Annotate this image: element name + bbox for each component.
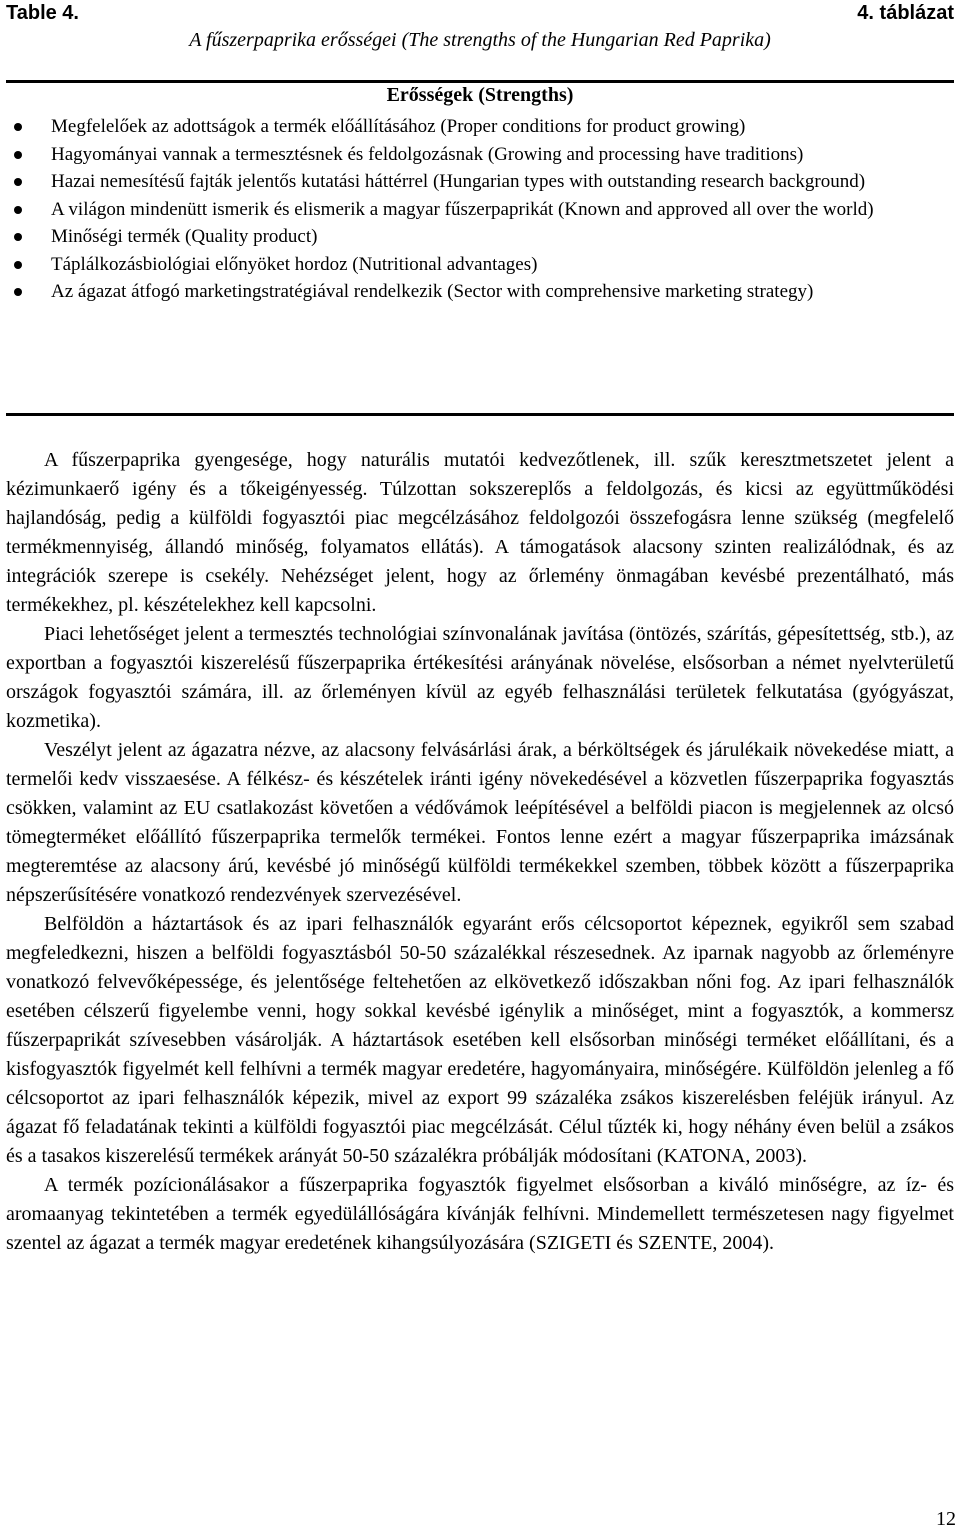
bullet-icon: [14, 151, 22, 159]
list-item: [6, 251, 954, 279]
list-item: [6, 223, 954, 251]
table-label-english: Table 4.: [6, 2, 79, 24]
table-caption: [6, 2, 954, 51]
bullet-icon: [14, 206, 22, 214]
paragraph-target-groups: Belföldön a háztartások és az ipari felhasználók egyaránt erős célcsoportot képeznek, egyikről sem szabad megfeledkezni, hiszen a belföldi fogyasztásból 50-50 százalékkal részesednek. Az iparnak nagyobb az őrleményre vonatkozó felvevőképessége, és jelentősége feltehetően az elkövetkező időszakban nőni fog. Az ipari felhasználók esetében célszerű figyelembe venni, hogy sokkal kevésbé igénylik a minőséget, mint a fogyasztók, a kommersz fűszerpaprikát szívesebben vásárolják. A háztartások esetében kell elsősorban minőségi terméket előállítani, és a kisfogyasztók figyelmét kell felhívni a termék magyar eredetére, hagyományaira, minőségére. Külföldön jelenleg a fő célcsoportot az ipari felhasználók képezik, mivel az export 99 százaléka zsákos kiszerelésben feléjük irányul. Az ágazat fő feladatának tekinti a külföldi fogyasztói piac megcélzását. Célul tűzték ki, hogy néhány éven belül a zsákos és a tasakos kiszerelésű termékek arányát 50-50 százalékra próbálják módosítani (KATONA, 2003).: [6, 913, 954, 1167]
page-number: 12: [936, 1508, 956, 1530]
bullet-icon: [14, 178, 22, 186]
list-item-text: Táplálkozásbiológiai előnyöket hordoz (Nutritional advantages): [51, 253, 538, 275]
list-item-text: Hazai nemesítésű fajták jelentős kutatási háttérrel (Hungarian types with outstanding research background): [51, 171, 866, 192]
paragraph-threats: Veszélyt jelent az ágazatra nézve, az alacsony felvásárlási árak, a bérköltségek és járulékaik növekedése miatt, a termelői kedv visszaesése. A félkész- és készételek iránti igény növekedésével a közvetlen fűszerpaprika fogyasztás csökken, valamint az EU csatlakozást követően a védővámok leépítésével a belföldi piacon is megjelennek az olcsó tömegterméket előállító fűszerpaprika termelők termékei. Fontos lenne ezért a magyar fűszerpaprika imázsának megteremtése az alacsony árú, kevésbé jó minőségű külföldi termékekkel szemben, többek között a fűszerpaprika népszerűsítésére vonatkozó rendezvények szervezésével.: [6, 739, 954, 906]
list-item-text: Megfelelőek az adottságok a termék előállításához (Proper conditions for product growing): [51, 116, 746, 137]
table-subtitle: A fűszerpaprika erősségei (The strengths of the Hungarian Red Paprika): [189, 29, 771, 51]
table-label-hungarian: 4. táblázat: [857, 2, 954, 24]
list-item: [6, 196, 954, 224]
list-item: [6, 113, 954, 141]
bullet-icon: [14, 261, 22, 269]
bullet-icon: [14, 288, 22, 296]
strengths-heading: Erősségek (Strengths): [386, 84, 574, 106]
bullet-icon: [14, 123, 22, 131]
strengths-list: [6, 113, 954, 306]
paragraph-positioning: A termék pozícionálásakor a fűszerpaprika fogyasztók figyelmet elsősorban a kiváló minőségre, az íz- és aromaanyag tekintetében a termék egyedülállóságára kívánják felhívni. Mindemellett természetesen nagy figyelmet szentel az ágazat a termék magyar eredetének kihangsúlyozására (SZIGETI és SZENTE, 2004).: [6, 1174, 954, 1254]
paragraph-opportunities: Piaci lehetőséget jelent a termesztés technológiai színvonalának javítása (öntözés, szárítás, gépesítettség, stb.), az exportban a fogyasztói kiszerelésű fűszerpaprika értékesítési arányának növelése, elsősorban a német nyelvterületű országok fogyasztói számára, ill. az őrleményen kívül az egyéb felhasználási területek felkutatása (gyógyászat, kozmetika).: [6, 623, 954, 732]
list-item-text: A világon mindenütt ismerik és elismerik a magyar fűszerpaprikát (Known and approved all over the world): [51, 198, 874, 220]
list-item-text: Az ágazat átfogó marketingstratégiával rendelkezik (Sector with comprehensive marketing strategy): [51, 281, 814, 302]
list-item-text: Minőségi termék (Quality product): [51, 226, 318, 247]
list-item: [6, 168, 954, 196]
list-item: [6, 141, 954, 169]
list-item-text: Hagyományai vannak a termesztésnek és feldolgozásnak (Growing and processing have traditions): [51, 143, 804, 165]
table-top-rule: [6, 80, 954, 83]
bullet-icon: [14, 233, 22, 241]
table-bottom-rule: [6, 413, 954, 416]
body-text: [6, 446, 954, 1258]
paragraph-weaknesses: A fűszerpaprika gyengesége, hogy naturális mutatói kedvezőtlenek, ill. szűk keresztmetszetet jelent a kézimunkaerő igény és a tőkeigényesség. Túlzottan sokszereplős a feldolgozás, és kicsi az együttműködési hajlandóság, pedig a külföldi fogyasztói piac megcélzásához feldolgozói összefogásra lenne szükség (megfelelő termékmennyiség, állandó minőség, folyamatos ellátás). A támogatások alacsony szinten realizálódnak, és az integrációk szerepe is csekély. Nehézséget jelent, hogy az őrlemény önmagában kevésbé prezentálható, más termékekhez, pl. készételekhez kell kapcsolni.: [6, 449, 954, 616]
list-item: [6, 278, 954, 306]
